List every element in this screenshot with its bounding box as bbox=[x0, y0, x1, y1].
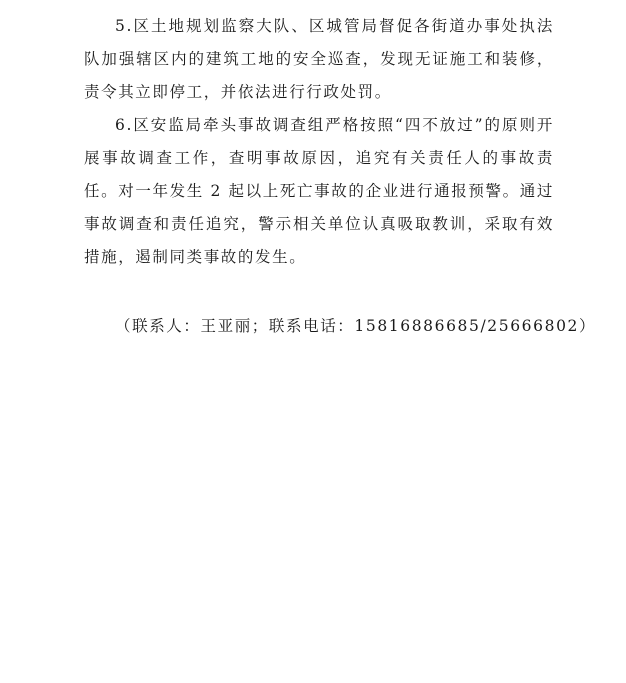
paragraph-6-number: 6. bbox=[115, 116, 133, 134]
paragraph-5-text: 区土地规划监察大队、区城管局督促各街道办事处执法队加强辖区内的建筑工地的安全巡查，发现无证施工和装修，责令其立即停工，并依法进行行政处罚。 bbox=[84, 17, 554, 101]
paragraph-6-text: 区安监局牵头事故调查组严格按照“四不放过”的原则开展事故调查工作，查明事故原因，追究有关责任人的事故责任。对一年发生 2 起以上死亡事故的企业进行通报预警。通过事故调查和责任追究，警示相关单位认真吸取教训，采取有效措施，遏制同类事故的发生。 bbox=[84, 116, 554, 266]
paragraph-6 bbox=[84, 109, 554, 274]
paragraph-5 bbox=[84, 10, 554, 109]
contact-info: （联系人：王亚丽；联系电话：15816886685/25666802） bbox=[115, 317, 597, 335]
body-text bbox=[84, 10, 554, 274]
paragraph-5-number: 5. bbox=[115, 17, 133, 35]
